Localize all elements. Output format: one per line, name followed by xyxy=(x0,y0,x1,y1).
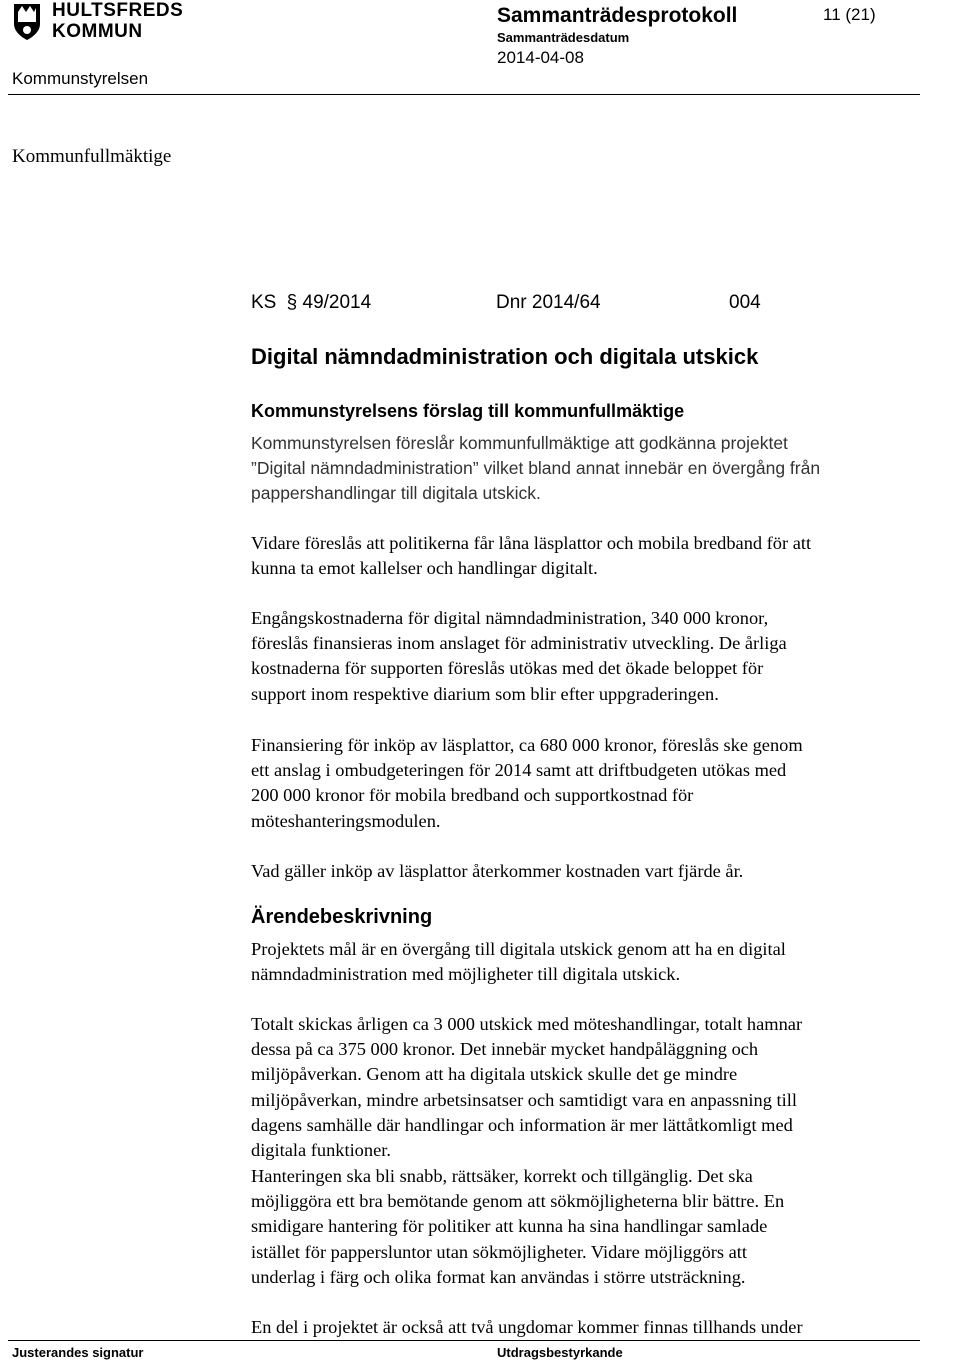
text-line: kostnaderna för supporten föreslås utökas med det ökade beloppet för xyxy=(251,658,764,679)
ks-number: 49/2014 xyxy=(302,292,372,313)
text-line: underlag i färg och olika format kan användas i större utsträckning. xyxy=(251,1266,746,1287)
section-sign: § xyxy=(286,292,298,313)
text-line: dagens samhälle där handlingar och information är mer lättåtkomligt med xyxy=(251,1114,793,1135)
text-line: miljöpåverkan, mindre arbetsinsatser och samtidigt vara en anpassning till xyxy=(251,1089,797,1110)
page-title: Digital nämndadministration och digitala utskick xyxy=(251,344,759,369)
text-line: Vidare föreslås att politikerna får låna läsplattor och mobila bredband för att xyxy=(251,533,812,553)
text-line: 200 000 kronor för mobila bredband och supportkostnad för xyxy=(251,785,694,806)
text-line: Hanteringen ska bli snabb, rättsäker, korrekt och tillgänglig. Det ska xyxy=(251,1166,753,1186)
text-line: Engångskostnaderna för digital nämndadministration, 340 000 kronor, xyxy=(251,608,769,628)
paragraph-project-goal xyxy=(251,937,931,987)
coat-of-arms-icon xyxy=(12,2,42,42)
text-line: Projektets mål är en övergång till digitala utskick genom att ha en digital xyxy=(251,939,786,959)
extract-certification-label: Utdragsbestyrkande xyxy=(497,1345,623,1360)
proposal-line: ”Digital nämndadministration” vilket bland annat innebär en övergång från xyxy=(251,458,821,478)
text-line: Finansiering för inköp av läsplattor, ca 680 000 kronor, föreslås ske genom xyxy=(251,735,803,755)
case-number xyxy=(251,292,371,314)
case-code: 004 xyxy=(729,292,761,313)
paragraph-tablet-purchase xyxy=(251,859,931,884)
text-line: Totalt skickas årligen ca 3 000 utskick med möteshandlingar, totalt hamnar xyxy=(251,1014,803,1034)
meeting-date-label: Sammanträdesdatum xyxy=(497,30,630,45)
text-line: ett anslag i ombudgeteringen för 2014 samt att driftbudgeten utökas med xyxy=(251,760,787,781)
header-divider xyxy=(8,94,920,95)
text-line: En del i projektet är också att två ungdomar kommer finnas tillhands under xyxy=(251,1317,803,1337)
text-line: support inom respektive diarium som blir efter uppgraderingen. xyxy=(251,683,719,704)
proposal-heading: Kommunstyrelsens förslag till kommunfullmäktige xyxy=(251,401,685,421)
text-line: miljöpåverkan. Genom att ha digitala utskick skulle det ge mindre xyxy=(251,1064,738,1085)
paragraph-one-time-costs xyxy=(251,606,931,707)
logo-line2: KOMMUN xyxy=(52,21,143,42)
proposal-text xyxy=(251,431,921,506)
organization-name: Kommunstyrelsen xyxy=(12,69,149,88)
recipient: Kommunfullmäktige xyxy=(12,146,172,167)
document-type: Sammanträdesprotokoll xyxy=(497,4,738,27)
paragraph-mailings xyxy=(251,1012,931,1163)
ks-label: KS xyxy=(251,292,277,313)
proposal-line: pappershandlingar till digitala utskick. xyxy=(251,483,541,503)
text-line: möteshanteringsmodulen. xyxy=(251,810,441,831)
text-line: smidigare hantering för politiker att kunna ha sina handlingar samlade xyxy=(251,1216,768,1237)
diary-number: Dnr 2014/64 xyxy=(496,292,601,313)
logo-line1: HULTSFREDS xyxy=(52,0,184,21)
text-line: nämndadministration med möjligheter till digitala utskick. xyxy=(251,964,681,985)
page-number: 11 (21) xyxy=(823,5,876,24)
text-line: möjliggöra ett bra bemötande genom att sökmöjligheterna blir bättre. En xyxy=(251,1191,785,1212)
paragraph-youth xyxy=(251,1315,931,1340)
municipality-logo xyxy=(12,0,182,44)
signature-label: Justerandes signatur xyxy=(12,1345,144,1360)
description-heading: Ärendebeskrivning xyxy=(251,906,433,928)
paragraph-handling xyxy=(251,1164,931,1290)
text-line: Vad gäller inköp av läsplattor återkommer kostnaden vart fjärde år. xyxy=(251,861,744,881)
proposal-line: Kommunstyrelsen föreslår kommunfullmäktige att godkänna projektet xyxy=(251,433,788,453)
text-line: föreslås finansieras inom anslaget för administrativ utveckling. De årliga xyxy=(251,633,787,654)
paragraph-financing xyxy=(251,733,931,834)
footer-divider xyxy=(8,1340,920,1341)
text-line: dessa på ca 375 000 kronor. Det innebär mycket handpåläggning och xyxy=(251,1039,759,1060)
meeting-date: 2014-04-08 xyxy=(497,48,584,67)
text-line: kunna ta emot kallelser och handlingar digitalt. xyxy=(251,558,598,579)
paragraph-vidare xyxy=(251,531,931,581)
text-line: istället för pappersluntor utan sökmöjligheter. Vidare möjliggörs att xyxy=(251,1241,748,1262)
text-line: digitala funktioner. xyxy=(251,1140,391,1161)
